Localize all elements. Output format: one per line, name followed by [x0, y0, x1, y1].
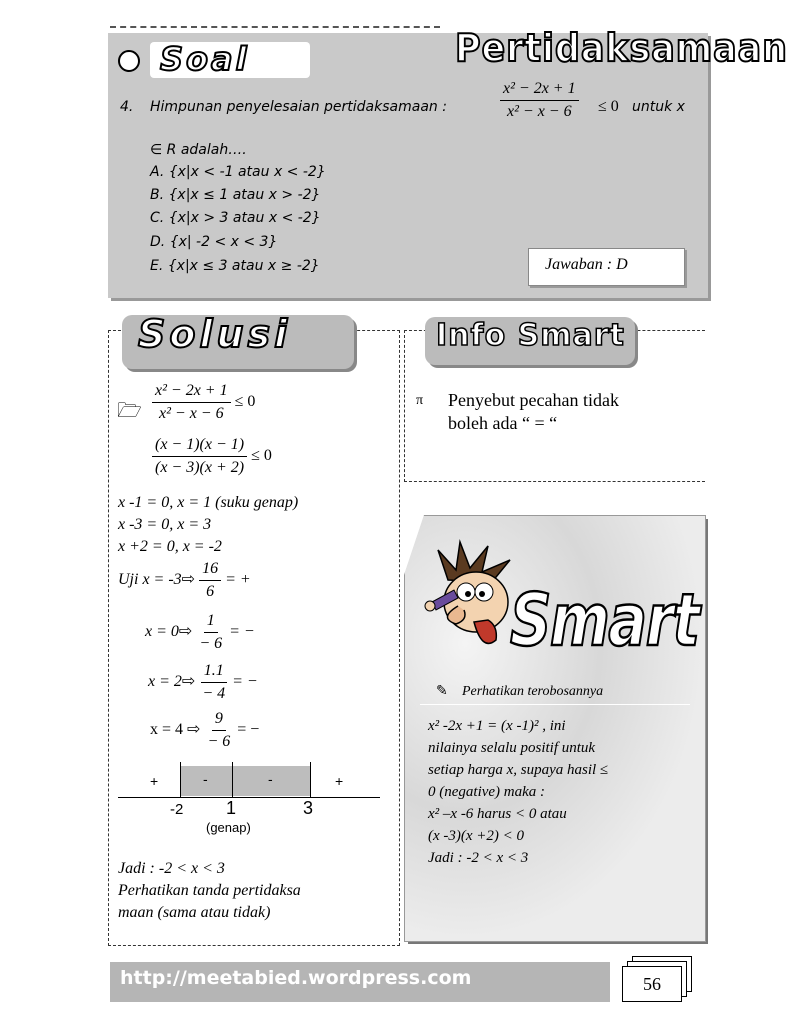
- pencil-icon: ✎: [436, 683, 448, 699]
- root-line-1: x -1 = 0, x = 1 (suku genap): [118, 494, 299, 511]
- smart-line-6: (x -3)(x +2) < 0: [428, 828, 525, 844]
- test-1-num: 16: [199, 560, 221, 581]
- option-b: B. {x|x ≤ 1 atau x > -2}: [150, 187, 321, 203]
- test-4-num: 9: [212, 710, 226, 731]
- test-2-result: = −: [229, 623, 255, 641]
- point-1: 1: [226, 798, 237, 818]
- info-line-1: Penyebut pecahan tidak: [448, 390, 619, 410]
- test-1-result: = +: [225, 571, 251, 589]
- sign-4: +: [335, 773, 344, 789]
- option-d: D. {x| -2 < x < 3}: [150, 234, 278, 250]
- question-fraction: [500, 80, 579, 121]
- question-text: Himpunan penyelesaian pertidaksamaan :: [150, 99, 447, 115]
- test-4-result: = −: [237, 721, 260, 739]
- root-line-3: x +2 = 0, x = -2: [118, 538, 222, 555]
- test-3-den: − 4: [202, 685, 226, 702]
- question-domain: ∈ R adalah….: [150, 142, 247, 158]
- root-line-2: x -3 = 0, x = 3: [118, 516, 212, 533]
- test-row-1: Uji x = -3⇨ $\frac{16}{6}$ = +: [118, 560, 251, 600]
- smart-line-3: setiap harga x, supaya hasil ≤: [428, 762, 609, 778]
- folder-icon: 🗁: [117, 398, 142, 422]
- smart-line-2: nilainya selalu positif untuk: [428, 740, 596, 756]
- test-4-den: − 6: [207, 733, 231, 750]
- info-smart-label: Info Smart: [436, 318, 625, 353]
- test-2-den: − 6: [199, 635, 223, 652]
- question-denominator: x² − x − 6: [507, 103, 572, 120]
- tick-minus-2: [180, 762, 181, 798]
- step2-denominator: (x − 3)(x + 2): [155, 459, 245, 476]
- test-4-prefix: x = 4: [150, 721, 184, 739]
- step1-denominator: x² − x − 6: [159, 405, 224, 422]
- step1-relation: ≤ 0: [234, 393, 256, 411]
- sign-2: -: [203, 771, 208, 787]
- smart-label: Smart: [510, 578, 699, 662]
- page-number-text: 56: [643, 973, 661, 994]
- option-e: E. {x|x ≤ 3 atau x ≥ -2}: [150, 258, 320, 274]
- solution-step1: [152, 382, 255, 423]
- question-tail: untuk x: [632, 99, 685, 115]
- conclusion-2: Perhatikan tanda pertidaksa: [118, 882, 301, 899]
- smart-line-5: x² –x -6 harus < 0 atau: [428, 806, 567, 822]
- answer-text: Jawaban : D: [545, 256, 628, 273]
- bullet-circle-icon: [118, 50, 140, 72]
- smart-line-7: Jadi : -2 < x < 3: [428, 850, 529, 866]
- test-row-3: x = 2⇨ $\frac{1.1}{- 4}$ = −: [148, 662, 258, 702]
- test-row-2: x = 0⇨ $\frac{1}{- 6}$ = −: [145, 612, 255, 652]
- question-relation: ≤ 0: [598, 98, 619, 115]
- question-numerator: x² − 2x + 1: [500, 80, 579, 101]
- tick-3: [310, 762, 311, 798]
- info-line-2: boleh ada “ = “: [448, 413, 558, 433]
- conclusion-3: maan (sama atau tidak): [118, 904, 271, 921]
- step2-relation: ≤ 0: [251, 447, 272, 465]
- step1-numerator: x² − 2x + 1: [152, 382, 231, 403]
- option-a: A. {x|x < -1 atau x < -2}: [150, 164, 326, 180]
- page-number: [622, 966, 682, 1002]
- point-minus-2: -2: [170, 801, 184, 818]
- option-c: C. {x|x > 3 atau x < -2}: [150, 210, 321, 226]
- point-3: 3: [303, 798, 314, 818]
- test-2-num: 1: [204, 612, 218, 633]
- conclusion-1: Jadi : -2 < x < 3: [118, 860, 225, 877]
- page-title: Pertidaksamaan: [455, 26, 788, 70]
- step2-numerator: (x − 1)(x − 1): [152, 436, 247, 457]
- question-number: 4.: [120, 99, 134, 115]
- pi-bullet-icon: π: [416, 393, 424, 408]
- smart-divider: [420, 704, 690, 705]
- sign-1: +: [150, 773, 159, 789]
- genap-note: (genap): [206, 820, 251, 835]
- test-3-result: = −: [232, 673, 258, 691]
- solution-step2: [152, 436, 272, 477]
- sign-3: -: [268, 771, 273, 787]
- number-line: [118, 797, 380, 798]
- tick-1: [232, 762, 233, 798]
- solusi-label: Solusi: [138, 312, 292, 356]
- section-label: Soal: [160, 40, 250, 78]
- test-1-den: 6: [206, 583, 215, 600]
- smart-line-1: x² -2x +1 = (x -1)² , ini: [428, 718, 566, 734]
- smart-heading: Perhatikan terobosannya: [462, 684, 604, 699]
- test-row-4: x = 4 ⇨ $\frac{9}{- 6}$ = −: [150, 710, 260, 750]
- test-2-prefix: x = 0: [145, 623, 179, 641]
- test-1-prefix: Uji x = -3: [118, 571, 182, 589]
- footer-url[interactable]: http://meetabied.wordpress.com: [120, 967, 472, 989]
- test-3-num: 1.1: [201, 662, 227, 683]
- test-3-prefix: x = 2: [148, 673, 182, 691]
- smart-line-4: 0 (negative) maka :: [428, 784, 546, 800]
- number-line-shaded-region: [180, 766, 310, 796]
